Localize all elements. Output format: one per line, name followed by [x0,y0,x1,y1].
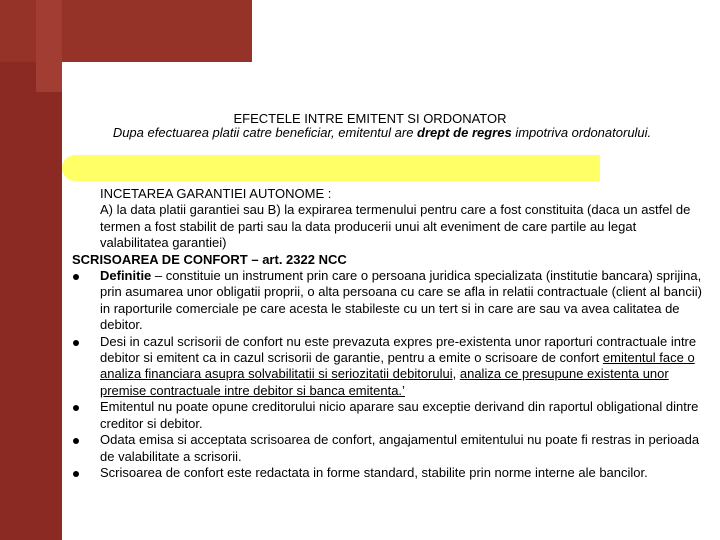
bullet-aparare [72,399,704,432]
slide-title: EFECTELE INTRE EMITENT SI ORDONATOR [233,111,507,126]
inner-decorative-strip [36,0,62,92]
bullet-analiza [72,334,704,400]
slide-body [72,186,704,481]
bullet-dot-icon [73,471,79,477]
incetarea-heading: INCETAREA GARANTIEI AUTONOME : [100,186,332,201]
bullet-dot-icon [73,438,79,444]
yellow-highlight-bar [62,155,600,181]
slide-subtitle [72,125,692,140]
subtitle-text-before: Dupa efectuarea platii catre beneficiar, emitentul are [112,125,418,140]
bullet-analiza-underline-2: analiza ce presupune existenta unor premise contractuale intre debitor si banca emitenta.’ [100,366,669,398]
bullet-angajament [72,432,704,465]
subtitle-bold-text: drept de regres [417,125,512,140]
bullet-dot-icon [73,340,79,346]
bullet-forme-standard-text: Scrisoarea de confort este redactata in forme standard, stabilite prin norme interne ale bancilor. [100,464,648,480]
bullet-forme-standard [72,465,704,481]
bullet-dot-icon [73,274,79,280]
bullet-analiza-underline-1: emitentul face o analiza financiara asupra solvabilitatii si seriozitatii debitorului [100,350,695,382]
bullet-angajament-text: Odata emisa si acceptata scrisoarea de confort, angajamentul emitentului nu poate fi restras in perioada de valabilitate a scrisorii. [100,432,700,464]
bullet-aparare-text: Emitentul nu poate opune creditorului nicio aparare sau exceptie derivand din raportul obligational dintre creditor si debitor. [100,399,699,431]
incetarea-text: A) la data platii garantiei sau B) la expirarea termenului pentru care a fost constituita (daca un astfel de termen a fost stabilit de parti sau la data producerii unui alt eveniment de care partile au legat valabilitatea garantiei) [100,202,691,251]
bullet-dot-icon [73,405,79,411]
bullet-analiza-separator: , [452,366,460,382]
scrisoarea-heading: SCRISOAREA DE CONFORT – art. 2322 NCC [72,251,347,267]
bullet-definitie-text: – constituie un instrument prin care o persoana juridica specializata (institutie bancara) sprijina, prin asumarea unor obligatii proprii, o alta persoana cu care se afla in relatii contractuale (client al bancii) in raporturile comerciale pe care acesta le stabileste cu un tert si in care are sau va avea calitatea de debitor. [100,268,702,333]
bullet-analiza-text: Desi in cazul scrisorii de confort nu este prevazuta expres pre-existenta unor raporturi contractuale intre debitor si emitent ca in cazul scrisorii de garantie, pentru a emite o scrisoare de confort [100,333,697,366]
bullet-definitie [72,268,704,334]
decorative-corner-curve [62,62,100,100]
bullet-definitie-term: Definitie [100,268,152,284]
subtitle-text-after: impotriva ordonatorului. [511,125,652,140]
